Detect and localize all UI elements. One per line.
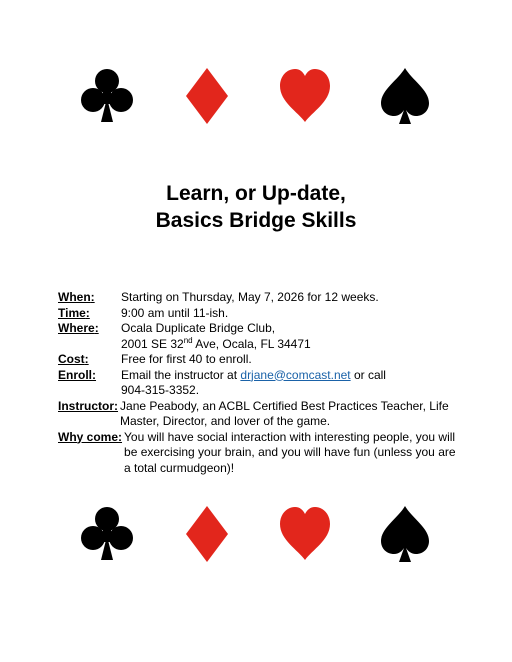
club-icon	[80, 66, 134, 126]
why-come-row	[58, 430, 458, 477]
instructor-value: Jane Peabody, an ACBL Certified Best Practices Teacher, Life Master, Director, and lover of the game.	[120, 398, 449, 428]
club-icon	[80, 504, 134, 564]
where-label: Where:	[58, 321, 99, 335]
when-value: Starting on Thursday, May 7, 2026 for 12 weeks.	[121, 290, 379, 304]
where-value	[121, 321, 458, 352]
where-row	[58, 321, 458, 352]
why-come-value: You will have social interaction with interesting people, you will be exercising your brain, and you will have fun (unless you are a total curmudgeon)!	[124, 429, 456, 475]
time-row	[58, 306, 458, 322]
phone-number: 904-315-3352.	[121, 383, 200, 397]
heart-icon	[278, 66, 332, 126]
spade-icon	[378, 504, 432, 564]
heart-icon	[278, 504, 332, 564]
enroll-text: Email the instructor at	[121, 367, 241, 382]
cost-label: Cost:	[58, 352, 89, 366]
email-link[interactable]: drjane@comcast.net	[240, 367, 351, 382]
title-line-1: Learn, or Up-date,	[166, 182, 346, 205]
instructor-label: Instructor:	[58, 398, 119, 413]
flyer-title	[0, 180, 512, 234]
cost-row	[58, 352, 458, 368]
when-label: When:	[58, 290, 95, 304]
cost-value: Free for first 40 to enroll.	[121, 352, 252, 366]
time-label: Time:	[58, 305, 90, 320]
title-line-2: Basics Bridge Skills	[155, 209, 357, 232]
where-line-2: 2001 SE 32nd Ave, Ocala, FL 34471	[121, 335, 311, 351]
spade-icon	[378, 66, 432, 126]
where-line-1: Ocala Duplicate Bridge Club,	[121, 321, 276, 335]
when-row	[58, 290, 458, 306]
bottom-suit-row	[0, 504, 512, 564]
instructor-row	[58, 399, 458, 430]
top-suit-row	[0, 66, 512, 126]
enroll-label: Enroll:	[58, 367, 97, 382]
enroll-value	[121, 368, 458, 399]
diamond-icon	[180, 66, 234, 126]
enroll-text-post: or call	[350, 367, 386, 382]
enroll-row	[58, 368, 458, 399]
diamond-icon	[180, 504, 234, 564]
class-details	[58, 290, 458, 476]
time-value: 9:00 am until 11-ish.	[121, 305, 229, 320]
why-come-label: Why come:	[58, 429, 123, 444]
